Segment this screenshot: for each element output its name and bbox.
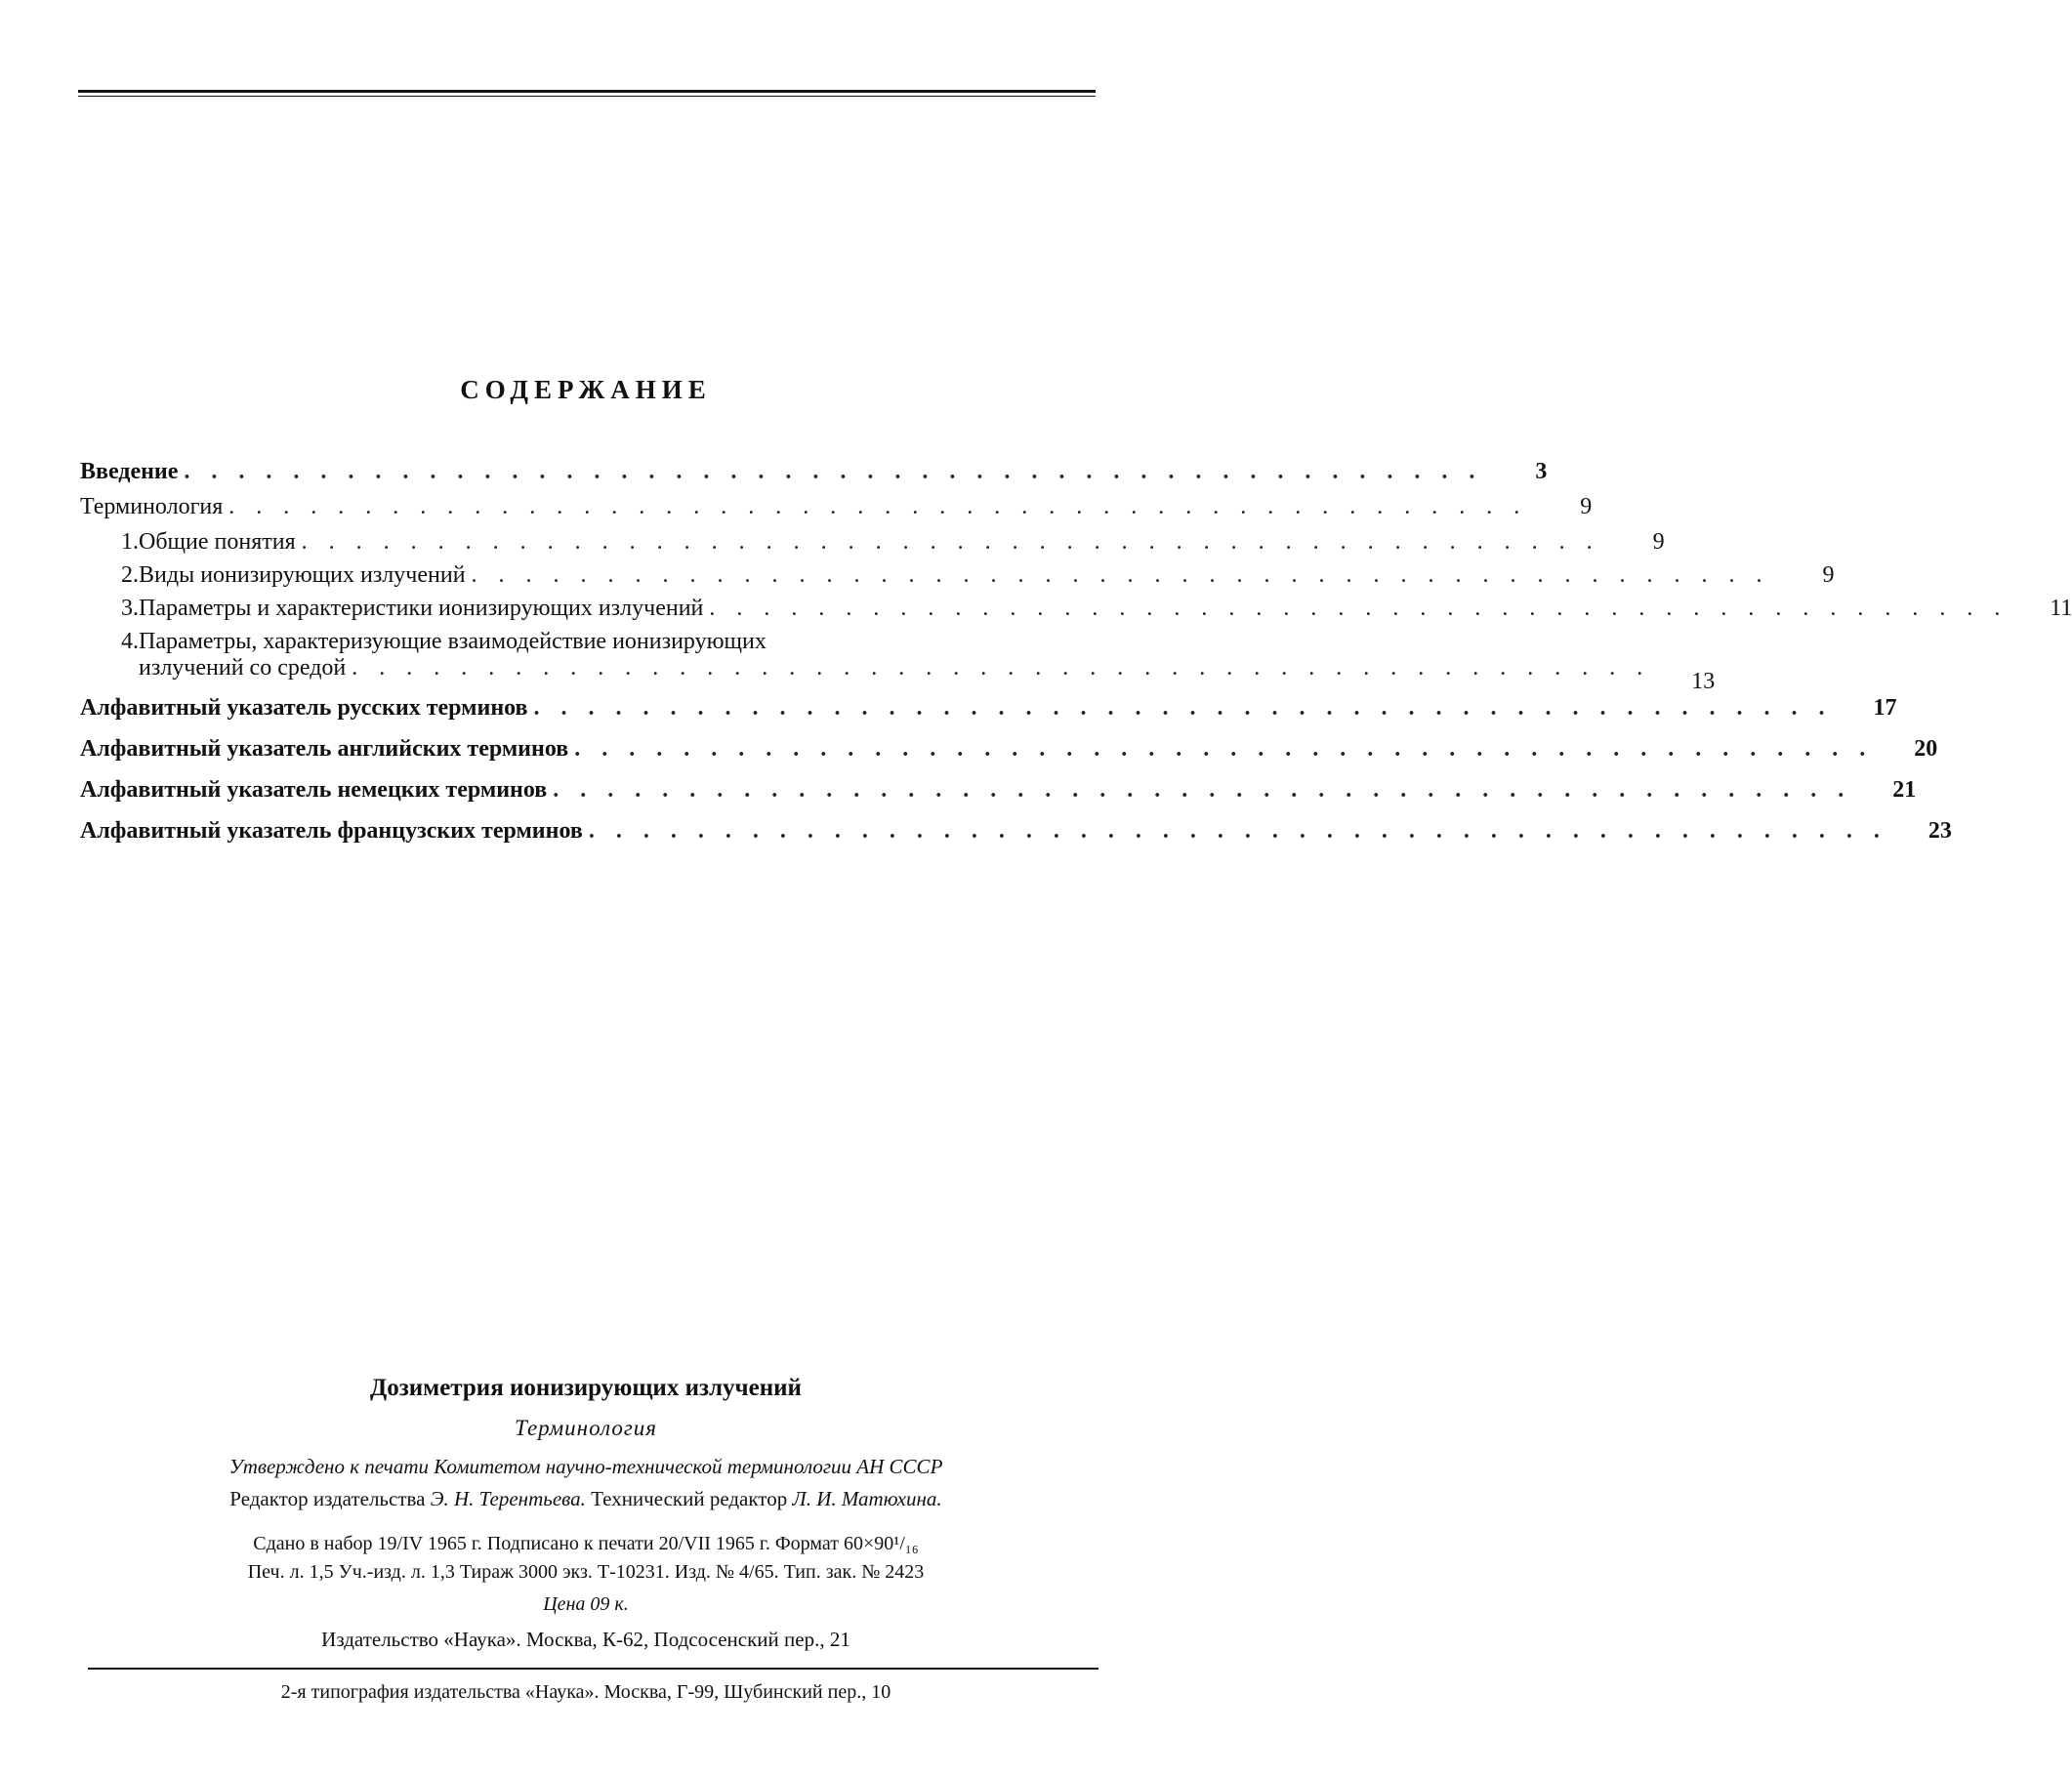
top-rule — [78, 90, 1096, 93]
editors-line — [0, 1487, 1172, 1511]
dot-leader: . . . . . . . . . . . . . . . . . . . . . . . . . . . . . . . . . . . . . . . . . . . . . . . . — [574, 736, 1874, 762]
dot-leader: . . . . . . . . . . . . . . . . . . . . . . . . . . . . . . . . . . . . . . . . . . . . . . . . — [588, 818, 1887, 844]
tech-editor-prefix: Технический редактор — [591, 1487, 788, 1510]
dot-leader: . . . . . . . . . . . . . . . . . . . . . . . . . . . . . . . . . . . . . . . . . . . . . . . . — [471, 562, 1770, 588]
toc-entry-index-german[interactable] — [80, 777, 1917, 818]
toc-entry-number: 4. — [121, 629, 139, 654]
table-of-contents — [80, 459, 2072, 859]
tech-editor-name: Л. И. Матюхина. — [792, 1487, 942, 1510]
dot-leader: . . . . . . . . . . . . . . . . . . . . . . . . . . . . . . . . . . . . . . . . . . . . . . . . — [184, 459, 1483, 484]
toc-entry-label: Терминология — [80, 494, 224, 519]
toc-title: СОДЕРЖАНИЕ — [460, 375, 712, 404]
toc-entry-index-english[interactable] — [80, 736, 1938, 777]
dot-leader: . . . . . . . . . . . . . . . . . . . . . . . . . . . . . . . . . . . . . . . . . . . . . . . . — [352, 655, 1651, 681]
toc-entry-page: 9 — [1652, 529, 1665, 555]
toc-entry-label-line1: Параметры, характеризующие взаимодействие ионизирующих — [139, 629, 767, 654]
toc-entry-label: Алфавитный указатель английских терминов — [80, 736, 569, 762]
dot-leader: . . . . . . . . . . . . . . . . . . . . . . . . . . . . . . . . . . . . . . . . . . . . . . . . — [301, 529, 1600, 555]
toc-entry-label-line2: излучений со средой — [139, 655, 347, 681]
bottom-rule — [88, 1668, 1098, 1670]
approval-note: Утверждено к печати Комитетом научно-технической терминологии АН СССР — [228, 1455, 943, 1478]
print-details-line2: Печ. л. 1,5 Уч.-изд. л. 1,3 Тираж 3000 экз. Т-10231. Изд. № 4/65. Тип. зак. № 2423 — [247, 1561, 925, 1583]
book-title: Дозиметрия ионизирующих излучений — [370, 1375, 802, 1401]
toc-entry-page: 20 — [1914, 736, 1938, 762]
toc-entry-label: Общие понятия — [139, 529, 296, 555]
toc-entry-label-block — [139, 629, 1656, 681]
dot-leader: . . . . . . . . . . . . . . . . . . . . . . . . . . . . . . . . . . . . . . . . . . . . . . . . — [553, 777, 1852, 803]
toc-entry-page: 9 — [1822, 562, 1835, 588]
top-rule-thin — [78, 96, 1096, 97]
toc-entry-index-french[interactable] — [80, 818, 1952, 859]
toc-entry-number: 1. — [121, 529, 139, 555]
toc-entry-parameters[interactable] — [80, 596, 2072, 629]
print-details-line1: Сдано в набор 19/IV 1965 г. Подписано к печати 20/VII 1965 г. Формат 60×90¹/₁₆ — [253, 1533, 919, 1554]
price: Цена 09 к. — [543, 1593, 629, 1615]
toc-entry-page: 13 — [1691, 669, 1716, 694]
toc-entry-page: 23 — [1927, 818, 1952, 844]
toc-entry-index-russian[interactable] — [80, 695, 1897, 736]
dot-leader: . . . . . . . . . . . . . . . . . . . . . . . . . . . . . . . . . . . . . . . . . . . . . . . . — [228, 494, 1528, 519]
toc-entry-interaction-parameters[interactable] — [80, 629, 1716, 695]
toc-entry-radiation-types[interactable] — [80, 562, 1835, 596]
toc-entry-terminology[interactable] — [80, 494, 1593, 529]
publisher-address: Издательство «Наука». Москва, К-62, Подсосенский пер., 21 — [321, 1628, 850, 1651]
toc-entry-number: 3. — [121, 596, 139, 621]
colophon — [0, 1375, 1172, 1652]
editor-name: Э. Н. Терентьева. — [430, 1487, 586, 1510]
toc-entry-label: Алфавитный указатель русских терминов — [80, 695, 528, 721]
editor-prefix: Редактор издательства — [229, 1487, 426, 1510]
toc-entry-number: 2. — [121, 562, 139, 588]
toc-entry-page: 11 — [2050, 596, 2072, 621]
toc-entry-label: Алфавитный указатель французских терминов — [80, 818, 583, 844]
toc-entry-label: Алфавитный указатель немецких терминов — [80, 777, 548, 803]
toc-entry-label-line2-wrap — [139, 655, 1656, 681]
toc-entry-page: 21 — [1892, 777, 1917, 803]
printer-address: 2-я типография издательства «Наука». Москва, Г-99, Шубинский пер., 10 — [280, 1681, 891, 1703]
toc-entry-label: Введение — [80, 459, 179, 484]
toc-entry-page: 9 — [1580, 494, 1593, 519]
toc-entry-label: Виды ионизирующих излучений — [139, 562, 466, 588]
toc-entry-introduction[interactable] — [80, 459, 1548, 494]
toc-entry-page: 3 — [1535, 459, 1548, 484]
book-subtitle: Терминология — [514, 1416, 657, 1440]
toc-entry-general-concepts[interactable] — [80, 529, 1665, 562]
dot-leader: . . . . . . . . . . . . . . . . . . . . . . . . . . . . . . . . . . . . . . . . . . . . . . . . — [533, 695, 1833, 721]
toc-entry-label: Параметры и характеристики ионизирующих излучений — [139, 596, 704, 621]
dot-leader: . . . . . . . . . . . . . . . . . . . . . . . . . . . . . . . . . . . . . . . . . . . . . . . . — [709, 596, 2009, 621]
toc-entry-page: 17 — [1873, 695, 1897, 721]
